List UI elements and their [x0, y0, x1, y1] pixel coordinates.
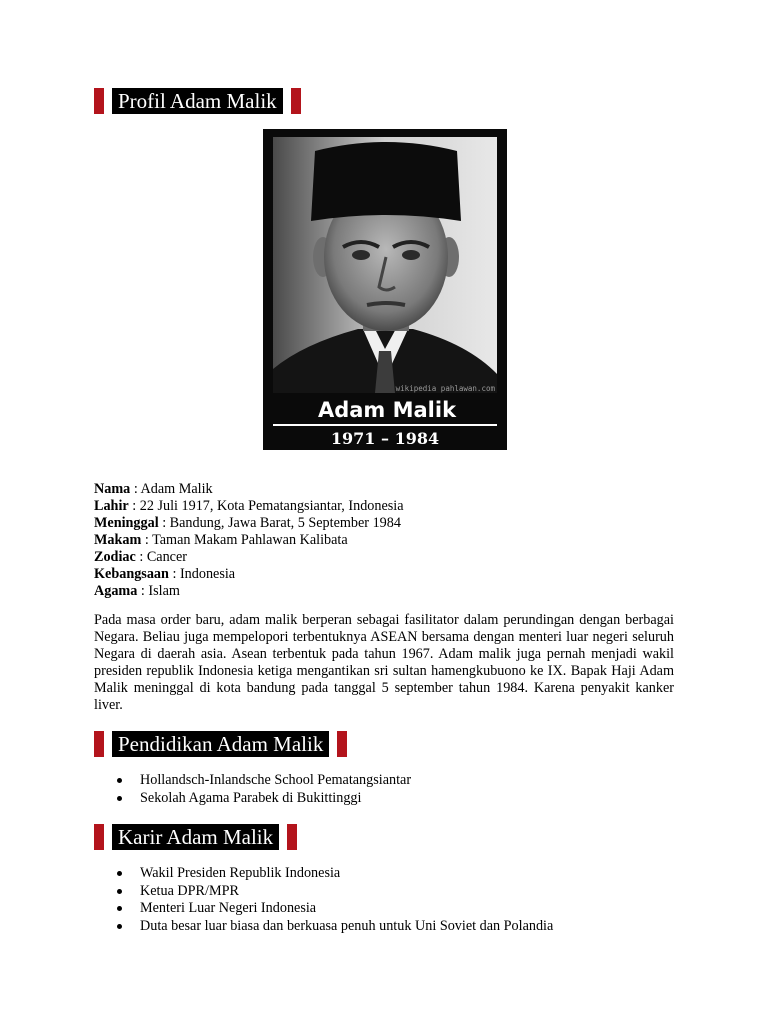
section-heading-pendidikan: [94, 731, 347, 757]
caption-divider: [273, 424, 497, 426]
list-item: Hollandsch-Inlandsche School Pematangsiantar: [94, 772, 411, 790]
list-item: Sekolah Agama Parabek di Bukittinggi: [94, 790, 411, 808]
info-row-kebangsaan: [94, 566, 674, 583]
portrait-photo: [263, 129, 507, 450]
heading-accent-bar: [287, 824, 297, 850]
info-label: Meninggal: [94, 515, 159, 531]
info-value: : Bandung, Jawa Barat, 5 September 1984: [158, 515, 401, 531]
portrait-name: Adam Malik: [317, 398, 457, 422]
info-label: Kebangsaan: [94, 566, 169, 582]
info-value: : Adam Malik: [130, 481, 213, 497]
info-label: Lahir: [94, 498, 129, 514]
bullet-icon: [117, 871, 122, 876]
heading-label: Pendidikan Adam Malik: [112, 731, 329, 757]
list-item: Wakil Presiden Republik Indonesia: [94, 865, 553, 883]
info-row-zodiac: [94, 549, 674, 566]
heading-label: Profil Adam Malik: [112, 88, 283, 114]
list-item: Duta besar luar biasa dan berkuasa penuh untuk Uni Soviet dan Polandia: [94, 918, 553, 936]
info-value: : Islam: [137, 583, 180, 599]
info-value: : Taman Makam Pahlawan Kalibata: [141, 532, 348, 548]
heading-accent-bar: [337, 731, 347, 757]
karir-list: [94, 865, 553, 935]
bullet-icon: [117, 778, 122, 783]
heading-accent-bar: [291, 88, 301, 114]
bullet-icon: [117, 889, 122, 894]
section-heading-karir: [94, 824, 297, 850]
list-item: Menteri Luar Negeri Indonesia: [94, 900, 553, 918]
info-value: : 22 Juli 1917, Kota Pematangsiantar, Indonesia: [128, 498, 404, 514]
info-label: Agama: [94, 583, 138, 599]
portrait-image: [263, 129, 507, 450]
info-row-lahir: [94, 498, 674, 515]
section-heading-profil: [94, 88, 301, 114]
heading-label: Karir Adam Malik: [112, 824, 279, 850]
heading-accent-bar: [94, 731, 104, 757]
info-label: Nama: [94, 481, 131, 497]
heading-accent-bar: [94, 824, 104, 850]
bullet-icon: [117, 796, 122, 801]
bullet-icon: [117, 924, 122, 929]
pendidikan-list: [94, 772, 411, 807]
profile-info: [94, 481, 674, 600]
portrait-years: 1971 – 1984: [330, 429, 440, 448]
watermark-text: wikipedia pahlawan.com: [395, 384, 495, 393]
info-row-nama: [94, 481, 674, 498]
bullet-icon: [117, 906, 122, 911]
info-row-makam: [94, 532, 674, 549]
info-row-agama: [94, 583, 674, 600]
heading-accent-bar: [94, 88, 104, 114]
info-row-meninggal: [94, 515, 674, 532]
info-value: : Cancer: [135, 549, 187, 565]
list-item: Ketua DPR/MPR: [94, 883, 553, 901]
info-label: Zodiac: [94, 549, 136, 565]
info-label: Makam: [94, 532, 142, 548]
info-value: : Indonesia: [168, 566, 236, 582]
biography-paragraph: Pada masa order baru, adam malik berperan sebagai fasilitator dalam perundingan dengan berbagai Negara. Beliau juga mempelopori terbentuknya ASEAN bersama dengan menteri luar negeri seluruh Negara di daerah asia. Asean terbentuk pada tahun 1967. Adam malik juga pernah menjadi wakil presiden republik Indonesia ketiga mengantikan sri sultan hamengkubuono ke IX. Bapak Haji Adam Malik meninggal di kota bandung pada tanggal 5 september tahun 1984. Karena penyakit kanker liver.: [94, 612, 674, 713]
